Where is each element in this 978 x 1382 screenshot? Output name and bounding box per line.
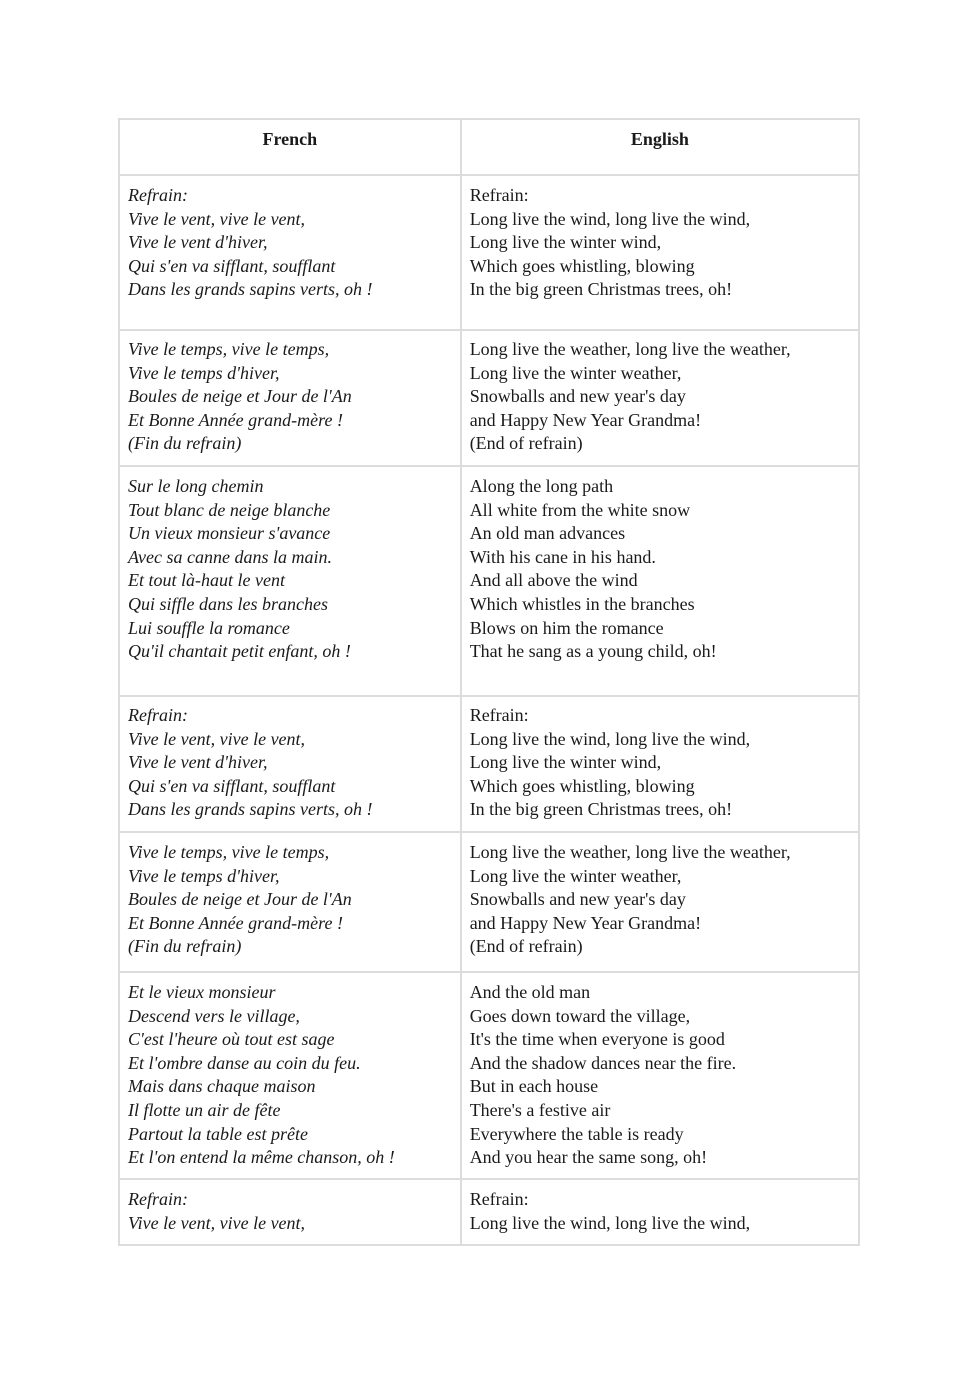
lyric-line: With his cane in his hand. [469, 546, 656, 567]
lyric-line: Along the long path [469, 476, 614, 496]
lyric-line: Il flotte un air de fête [128, 1099, 281, 1120]
lyric-line: Et le vieux monsieur [128, 982, 276, 1002]
lyric-line: Un vieux monsieur s'avance [128, 523, 331, 544]
table-row [119, 466, 859, 696]
lyric-line: Qui s'en va sifflant, soufflant [128, 255, 336, 276]
lyric-line: Lui souffle la romance [128, 617, 290, 638]
lyric-line: Avec sa canne dans la main. [128, 546, 332, 567]
lyric-line: Long live the winter wind, [469, 752, 662, 773]
lyric-line: Refrain: [469, 705, 529, 725]
lyric-line: In the big green Christmas trees, oh! [469, 279, 733, 300]
lyric-line: Et Bonne Année grand-mère ! [128, 912, 343, 933]
lyric-line: (End of refrain) [469, 936, 583, 957]
lyric-line: Mais dans chaque maison [128, 1076, 316, 1097]
lyric-line: Boules de neige et Jour de l'An [128, 889, 352, 910]
lyric-line: And the old man [469, 982, 591, 1002]
french-verse-cell [119, 330, 461, 466]
lyric-line: and Happy New Year Grandma! [469, 409, 702, 430]
lyric-line: Vive le temps, vive le temps, [128, 842, 330, 862]
lyric-line: An old man advances [469, 523, 626, 544]
english-verse-cell [461, 832, 859, 972]
english-verse-cell [461, 972, 859, 1179]
lyric-line: C'est l'heure où tout est sage [128, 1029, 335, 1050]
lyric-line: Partout la table est prête [128, 1123, 308, 1144]
lyric-line: All white from the white snow [469, 499, 691, 520]
table-row [119, 832, 859, 972]
french-verse-cell [119, 466, 461, 696]
lyric-line: Long live the weather, long live the weather, [469, 339, 791, 359]
english-verse-cell [461, 330, 859, 466]
lyric-line: (End of refrain) [469, 433, 583, 454]
lyric-line: In the big green Christmas trees, oh! [469, 799, 733, 820]
lyric-line: Vive le vent, vive le vent, [128, 1212, 306, 1233]
english-verse-cell [461, 696, 859, 832]
lyric-line: And you hear the same song, oh! [469, 1147, 708, 1168]
lyric-line: It's the time when everyone is good [469, 1029, 725, 1050]
lyric-line: Goes down toward the village, [469, 1005, 691, 1026]
lyric-line: Vive le temps d'hiver, [128, 362, 280, 383]
table-row [119, 330, 859, 466]
lyric-line: Dans les grands sapins verts, oh ! [128, 279, 373, 300]
lyric-line: Refrain: [128, 705, 188, 725]
lyric-line: Tout blanc de neige blanche [128, 499, 331, 520]
lyric-line: Vive le temps d'hiver, [128, 865, 280, 886]
lyric-line: Long live the winter weather, [469, 362, 682, 383]
lyric-line: Vive le vent d'hiver, [128, 232, 268, 253]
header-french: French [119, 119, 461, 175]
lyric-line: Blows on him the romance [469, 617, 664, 638]
lyric-line: Vive le vent, vive le vent, [128, 728, 306, 749]
french-verse-cell [119, 696, 461, 832]
lyric-line: Long live the winter wind, [469, 232, 662, 253]
lyrics-table [118, 118, 860, 1246]
english-verse-cell [461, 175, 859, 330]
lyric-line: Everywhere the table is ready [469, 1123, 684, 1144]
lyric-line: Snowballs and new year's day [469, 889, 686, 910]
lyric-line: Et Bonne Année grand-mère ! [128, 409, 343, 430]
lyric-line: Refrain: [469, 185, 529, 205]
lyric-line: (Fin du refrain) [128, 433, 242, 454]
lyric-line: Snowballs and new year's day [469, 386, 686, 407]
lyric-line: Descend vers le village, [128, 1005, 300, 1026]
lyric-line: There's a festive air [469, 1099, 611, 1120]
lyric-line: And the shadow dances near the fire. [469, 1052, 737, 1073]
lyric-line: Long live the wind, long live the wind, [469, 208, 751, 229]
lyric-line: Long live the winter weather, [469, 865, 682, 886]
lyric-line: Qui s'en va sifflant, soufflant [128, 775, 336, 796]
lyric-line: Et l'on entend la même chanson, oh ! [128, 1147, 395, 1168]
lyric-line: That he sang as a young child, oh! [469, 641, 717, 662]
lyric-line: Boules de neige et Jour de l'An [128, 386, 352, 407]
lyric-line: Long live the wind, long live the wind, [469, 1212, 751, 1233]
lyric-line: But in each house [469, 1076, 599, 1097]
table-row [119, 175, 859, 330]
lyric-line: Dans les grands sapins verts, oh ! [128, 799, 373, 820]
lyric-line: and Happy New Year Grandma! [469, 912, 702, 933]
lyric-line: (Fin du refrain) [128, 936, 242, 957]
lyric-line: Long live the wind, long live the wind, [469, 728, 751, 749]
lyric-line: Long live the weather, long live the weather, [469, 842, 791, 862]
lyric-line: Sur le long chemin [128, 476, 264, 496]
lyric-line: Vive le temps, vive le temps, [128, 339, 330, 359]
english-verse-cell [461, 1179, 859, 1245]
lyric-line: And all above the wind [469, 570, 638, 591]
table-row [119, 972, 859, 1179]
french-verse-cell [119, 175, 461, 330]
table-row [119, 1179, 859, 1245]
lyric-line: Refrain: [128, 185, 188, 205]
french-verse-cell [119, 1179, 461, 1245]
header-row [119, 119, 859, 175]
table-row [119, 696, 859, 832]
lyric-line: Vive le vent, vive le vent, [128, 208, 306, 229]
lyrics-body [119, 175, 859, 1245]
lyric-line: Et l'ombre danse au coin du feu. [128, 1052, 361, 1073]
french-verse-cell [119, 832, 461, 972]
lyric-line: Et tout là-haut le vent [128, 570, 285, 591]
lyric-line: Qu'il chantait petit enfant, oh ! [128, 641, 351, 662]
lyric-line: Which whistles in the branches [469, 593, 695, 614]
lyric-line: Vive le vent d'hiver, [128, 752, 268, 773]
lyric-line: Refrain: [469, 1189, 529, 1209]
lyric-line: Qui siffle dans les branches [128, 593, 328, 614]
lyric-line: Which goes whistling, blowing [469, 255, 695, 276]
english-verse-cell [461, 466, 859, 696]
header-english: English [461, 119, 859, 175]
lyric-line: Which goes whistling, blowing [469, 775, 695, 796]
french-verse-cell [119, 972, 461, 1179]
lyric-line: Refrain: [128, 1189, 188, 1209]
